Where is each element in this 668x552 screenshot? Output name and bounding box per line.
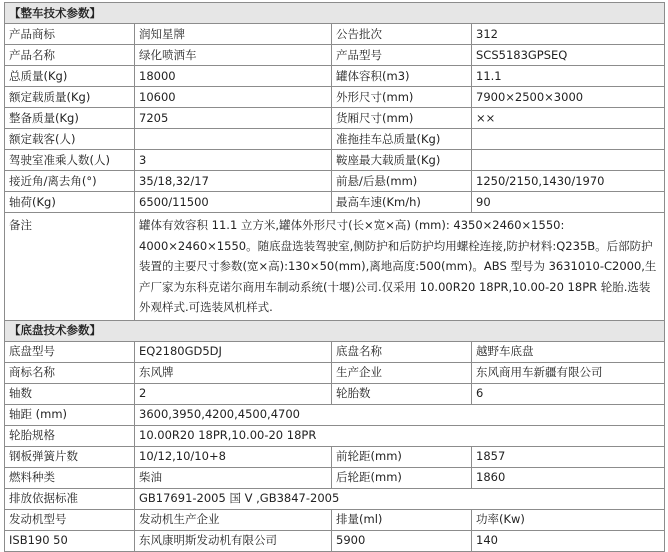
vehicle-label-cell: 准拖挂车总质量(Kg) (332, 129, 472, 150)
chassis-model-label: 底盘型号 (5, 341, 135, 362)
rear-track-label: 后轮距(mm) (332, 467, 472, 488)
engine-model-header: 发动机型号 (5, 509, 135, 530)
table-row (5, 446, 665, 467)
table-row (5, 66, 665, 87)
emission-label: 排放依据标准 (5, 488, 135, 509)
wheelbase-value: 3600,3950,4200,4500,4700 (135, 404, 665, 425)
chassis-section-title: 【底盘技术参数】 (5, 320, 665, 341)
chassis-model-value: EQ2180GD5DJ (135, 341, 332, 362)
engine-model-value: ISB190 50 (5, 530, 135, 551)
vehicle-value-cell: 1250/2150,1430/1970 (472, 171, 665, 192)
vehicle-label-cell: 产品名称 (5, 45, 135, 66)
table-row (5, 150, 665, 171)
displacement-value: 5900 (332, 530, 472, 551)
vehicle-value-cell: ×× (472, 108, 665, 129)
spring-value: 10/12,10/10+8 (135, 446, 332, 467)
vehicle-value-cell: 7900×2500×3000 (472, 87, 665, 108)
chassis-section-header (5, 320, 665, 341)
fuel-value: 柴油 (135, 467, 332, 488)
table-row (5, 45, 665, 66)
vehicle-value-cell: 10600 (135, 87, 332, 108)
spring-label: 钢板弹簧片数 (5, 446, 135, 467)
chassis-name-label: 底盘名称 (332, 341, 472, 362)
vehicle-section-title: 【整车技术参数】 (5, 3, 665, 24)
tires-label: 轮胎数 (332, 383, 472, 404)
vehicle-label-cell: 产品商标 (5, 24, 135, 45)
remark-text: 罐体有效容积 11.1 立方米,罐体外形尺寸(长×宽×高) (mm): 4350×2460×1550: 4000×2460×1550。随底盘选装驾驶室,侧防护和后防护均用螺栓连接,防护材料:Q235B。后部防护装置的主要尺寸参数(宽×高):130×50(mm),离地高度:500(mm)。ABS 型号为 3631010-C2000,生产厂家为东科克诺尔商用车制动系统(十堰)公司.仅采用 10.00R20 18PR,10.00-20 18PR 轮胎.选装外观样式.可选装风机样式. (135, 213, 665, 321)
vehicle-label-cell: 驾驶室准乘人数(人) (5, 150, 135, 171)
vehicle-label-cell: 前悬/后悬(mm) (332, 171, 472, 192)
vehicle-label-cell: 产品型号 (332, 45, 472, 66)
table-row (5, 87, 665, 108)
tire-spec-label: 轮胎规格 (5, 425, 135, 446)
table-row (5, 192, 665, 213)
vehicle-value-cell: 3 (135, 150, 332, 171)
front-track-value: 1857 (472, 446, 665, 467)
maker-value: 东风商用车新疆有限公司 (472, 362, 665, 383)
power-value: 140 (472, 530, 665, 551)
vehicle-label-cell: 接近角/离去角(°) (5, 171, 135, 192)
vehicle-label-cell: 额定载质量(Kg) (5, 87, 135, 108)
engine-maker-value: 东风康明斯发动机有限公司 (135, 530, 332, 551)
vehicle-label-cell: 鞍座最大载质量(Kg) (332, 150, 472, 171)
front-track-label: 前轮距(mm) (332, 446, 472, 467)
engine-value-row (5, 530, 665, 551)
vehicle-label-cell: 最高车速(Km/h) (332, 192, 472, 213)
vehicle-label-cell: 总质量(Kg) (5, 66, 135, 87)
vehicle-label-cell: 整备质量(Kg) (5, 108, 135, 129)
remark-label: 备注 (5, 213, 135, 321)
vehicle-value-cell: 6500/11500 (135, 192, 332, 213)
table-row (5, 362, 665, 383)
table-row (5, 383, 665, 404)
table-row (5, 24, 665, 45)
tire-spec-value: 10.00R20 18PR,10.00-20 18PR (135, 425, 665, 446)
remark-row (5, 213, 665, 321)
wheelbase-label: 轴距 (mm) (5, 404, 135, 425)
table-row (5, 404, 665, 425)
vehicle-spec-table (4, 2, 665, 321)
axles-value: 2 (135, 383, 332, 404)
engine-header-row (5, 509, 665, 530)
vehicle-value-cell: 90 (472, 192, 665, 213)
axles-label: 轴数 (5, 383, 135, 404)
vehicle-label-cell: 轴荷(Kg) (5, 192, 135, 213)
tires-value: 6 (472, 383, 665, 404)
vehicle-label-cell: 货厢尺寸(mm) (332, 108, 472, 129)
vehicle-value-cell: 润知星牌 (135, 24, 332, 45)
table-row (5, 488, 665, 509)
displacement-header: 排量(ml) (332, 509, 472, 530)
maker-label: 生产企业 (332, 362, 472, 383)
vehicle-section-header (5, 3, 665, 24)
rear-track-value: 1860 (472, 467, 665, 488)
vehicle-value-cell (472, 150, 665, 171)
vehicle-value-cell: 35/18,32/17 (135, 171, 332, 192)
vehicle-value-cell: SCS5183GPSEQ (472, 45, 665, 66)
table-row (5, 108, 665, 129)
table-row (5, 129, 665, 150)
vehicle-value-cell (472, 129, 665, 150)
vehicle-label-cell: 外形尺寸(mm) (332, 87, 472, 108)
vehicle-label-cell: 罐体容积(m3) (332, 66, 472, 87)
chassis-name-value: 越野车底盘 (472, 341, 665, 362)
vehicle-value-cell: 绿化喷洒车 (135, 45, 332, 66)
vehicle-value-cell: 18000 (135, 66, 332, 87)
brand-value: 东风牌 (135, 362, 332, 383)
table-row (5, 467, 665, 488)
spec-sheet (0, 2, 668, 545)
engine-maker-header: 发动机生产企业 (135, 509, 332, 530)
table-row (5, 425, 665, 446)
table-row (5, 341, 665, 362)
vehicle-value-cell: 7205 (135, 108, 332, 129)
vehicle-value-cell (135, 129, 332, 150)
fuel-label: 燃料种类 (5, 467, 135, 488)
table-row (5, 171, 665, 192)
vehicle-label-cell: 额定载客(人) (5, 129, 135, 150)
vehicle-value-cell: 11.1 (472, 66, 665, 87)
vehicle-label-cell: 公告批次 (332, 24, 472, 45)
vehicle-value-cell: 312 (472, 24, 665, 45)
brand-label: 商标名称 (5, 362, 135, 383)
chassis-spec-table (4, 320, 665, 552)
power-header: 功率(Kw) (472, 509, 665, 530)
emission-value: GB17691-2005 国 V ,GB3847-2005 (135, 488, 665, 509)
